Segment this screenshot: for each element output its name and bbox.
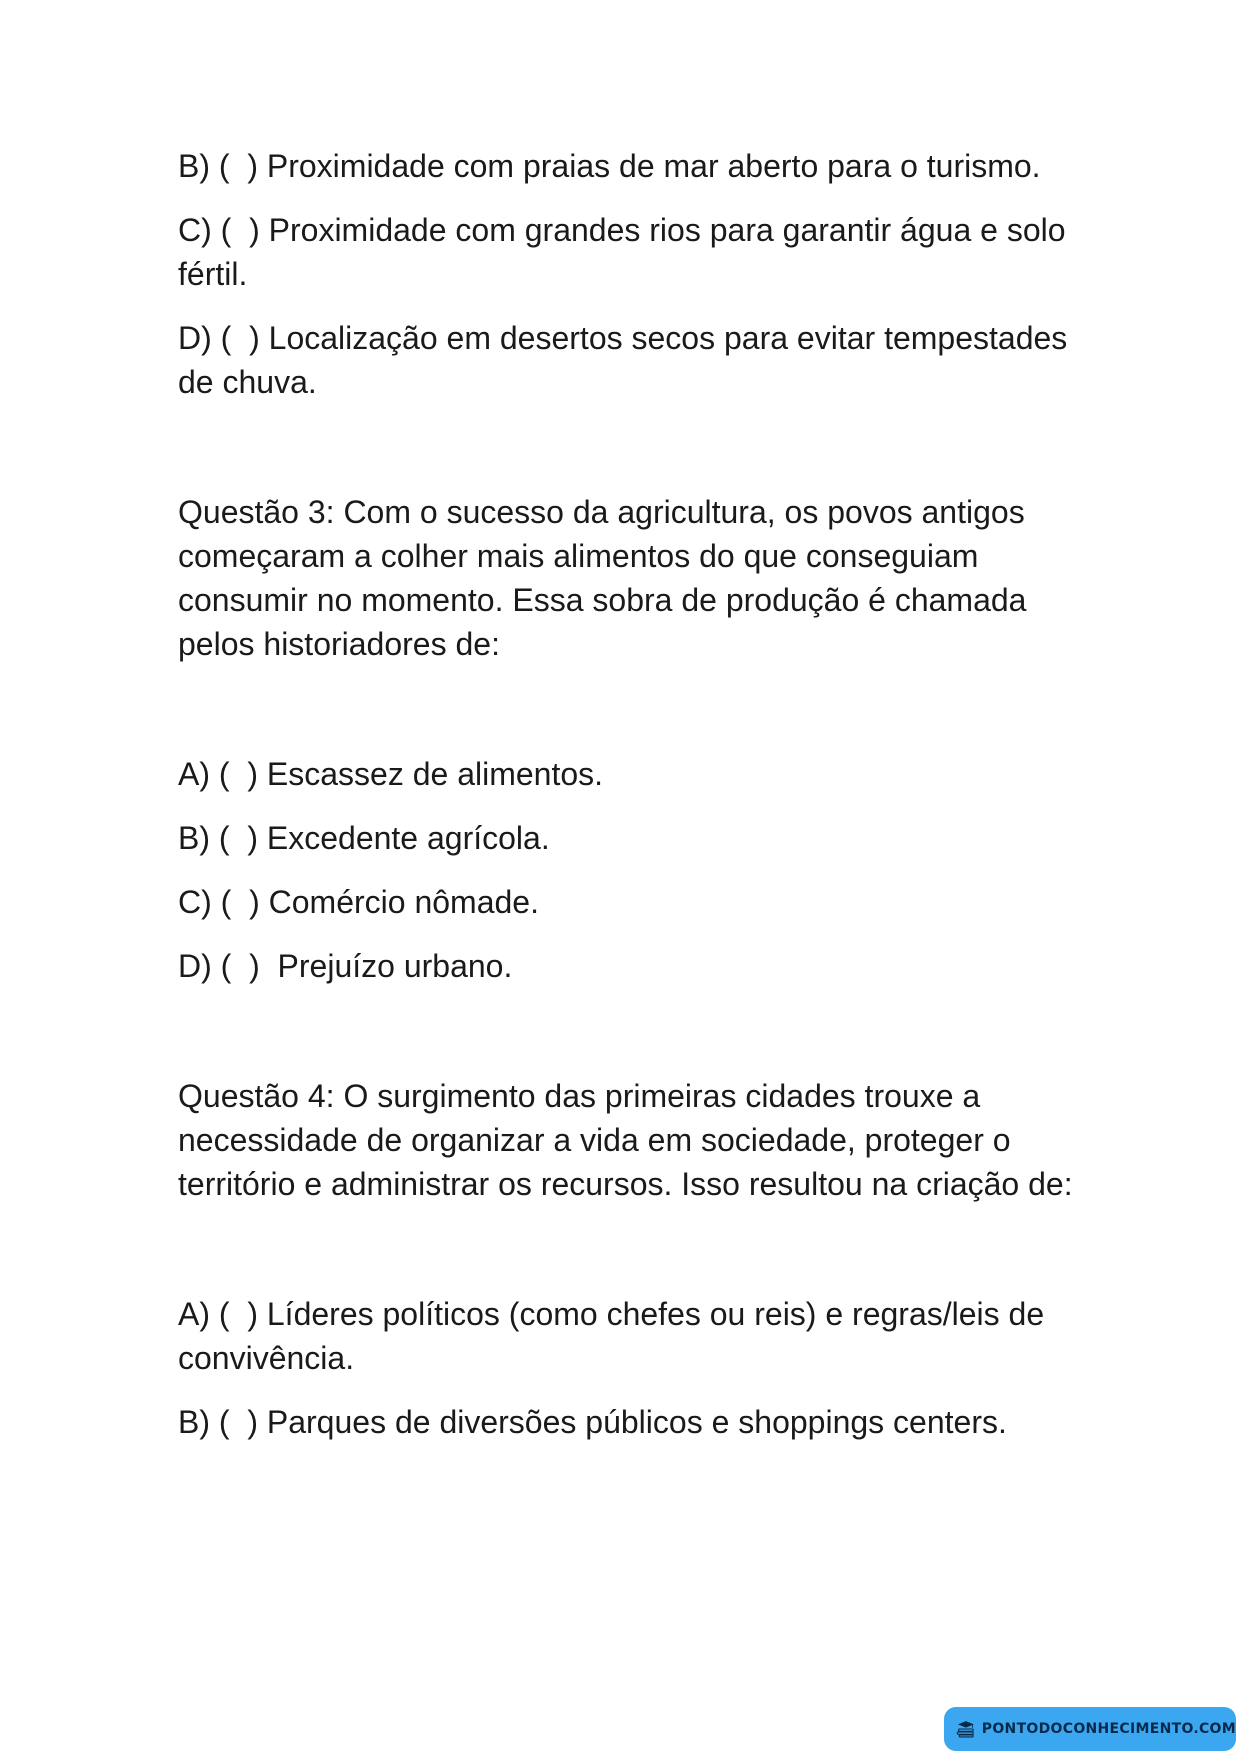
question-3-option-c: C) ( ) Comércio nômade. [178,884,539,920]
question-2-options [178,144,1088,404]
question-3-option-b: B) ( ) Excedente agrícola. [178,820,550,856]
site-badge[interactable] [944,1707,1236,1751]
question-3-text: Questão 3: Com o sucesso da agricultura, os povos antigos começaram a colher mais alimentos do que conseguiam consumir no momento. Essa sobra de produção é chamada pelos historiadores de: [178,494,1036,662]
worksheet-page [178,144,1088,1444]
site-badge-label: PONTODOCONHECIMENTO.COM [981,1721,1236,1737]
question-2-option-b: B) ( ) Proximidade com praias de mar aberto para o turismo. [178,148,1041,184]
question-4-option-b: B) ( ) Parques de diversões públicos e shoppings centers. [178,1404,1007,1440]
question-3-option-d: D) ( ) Prejuízo urbano. [178,948,513,984]
question-4-text: Questão 4: O surgimento das primeiras cidades trouxe a necessidade de organizar a vida em sociedade, proteger o território e administrar os recursos. Isso resultou na criação de: [178,1078,1073,1202]
question-3-options [178,752,1088,988]
question-4-option-a: A) ( ) Líderes políticos (como chefes ou reis) e regras/leis de convivência. [178,1296,1054,1376]
question-4-options [178,1292,1088,1444]
question-3-option-a: A) ( ) Escassez de alimentos. [178,756,604,792]
books-graduation-cap-icon [956,1716,976,1742]
question-2-option-d: D) ( ) Localização em desertos secos para evitar tempestades de chuva. [178,320,1077,400]
question-2-option-c: C) ( ) Proximidade com grandes rios para garantir água e solo fértil. [178,212,1075,292]
